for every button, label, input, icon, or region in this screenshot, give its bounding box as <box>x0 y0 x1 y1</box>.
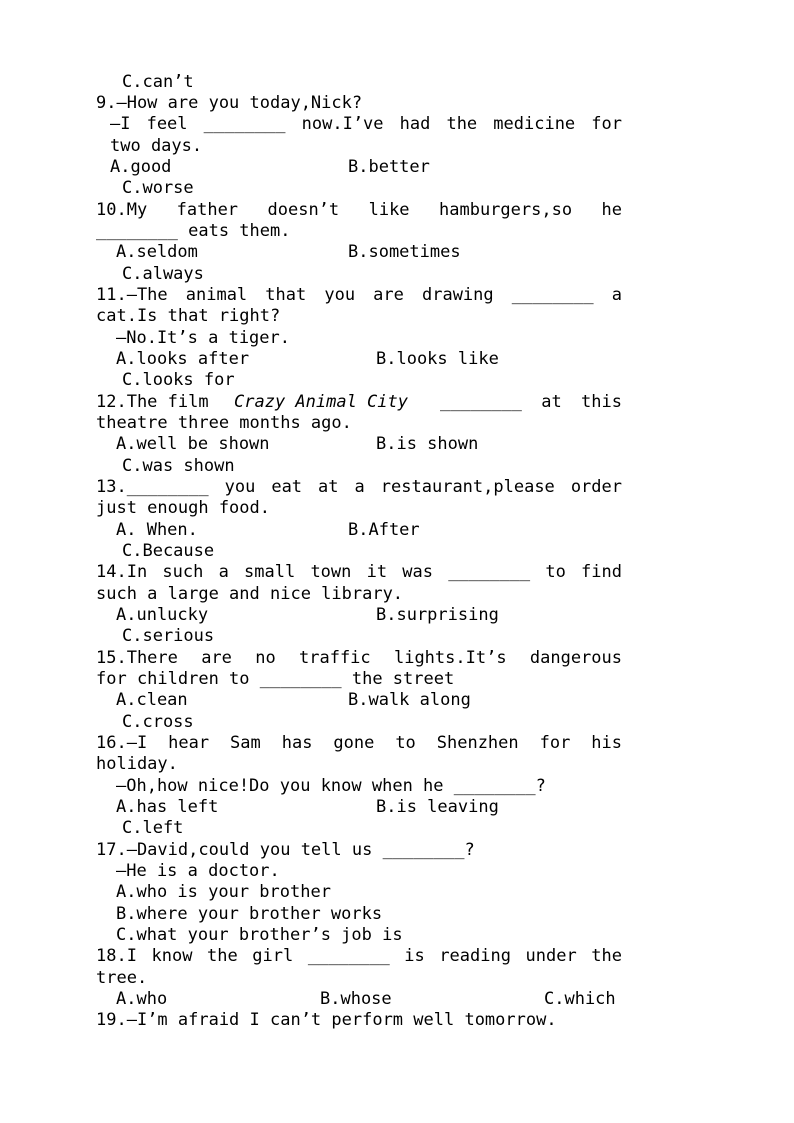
q11-question: 11.—The animal that you are drawing ________ a <box>96 285 622 305</box>
q16-option-b: B.is leaving <box>376 797 499 817</box>
q17-question: 17.—David,could you tell us ________? <box>96 840 475 860</box>
q18-option-a: A.who <box>116 989 168 1009</box>
q12-film-title: Crazy Animal City <box>234 392 408 412</box>
q18-question-line-2: tree. <box>96 968 148 988</box>
q12-question-start: 12.The film <box>96 392 209 412</box>
q15-option-a: A.clean <box>116 690 188 710</box>
q14-option-c: C.serious <box>122 626 215 646</box>
q10-question: 10.My father doesn’t like hamburgers,so he <box>96 200 622 220</box>
q17-option-a: A.who is your brother <box>116 882 331 902</box>
q11-question-line-2: cat.Is that right? <box>96 306 281 326</box>
q12-option-c: C.was shown <box>122 456 235 476</box>
q10-option-a: A.seldom <box>116 242 198 262</box>
q11-option-b: B.looks like <box>376 349 499 369</box>
q18-option-c: C.which <box>544 989 616 1009</box>
q9-option-b: B.better <box>348 157 430 177</box>
q14-question-line-2: such a large and nice library. <box>96 584 404 604</box>
q13-option-b: B.After <box>348 520 420 540</box>
q16-option-c: C.left <box>122 818 184 838</box>
q12-option-b: B.is shown <box>376 434 479 454</box>
q17-option-c: C.what your brother’s job is <box>116 925 403 945</box>
q16-question: 16.—I hear Sam has gone to Shenzhen for his <box>96 733 622 753</box>
q14-option-b: B.surprising <box>376 605 499 625</box>
q16-reply: —Oh,how nice!Do you know when he ________? <box>116 776 546 796</box>
q18-option-b: B.whose <box>320 989 392 1009</box>
q13-question: 13.________ you eat at a restaurant,please order <box>96 477 622 497</box>
q12-question-line-2: theatre three months ago. <box>96 413 352 433</box>
q10-question-line-2: ________ eats them. <box>96 221 291 241</box>
q12-question-end: ________ at this <box>440 392 622 412</box>
q11-reply: —No.It’s a tiger. <box>116 328 290 348</box>
q16-question-line-2: holiday. <box>96 754 178 774</box>
q11-option-c: C.looks for <box>122 370 235 390</box>
q10-option-c: C.always <box>122 264 204 284</box>
q16-option-a: A.has left <box>116 797 219 817</box>
q15-question-line-2: for children to ________ the street <box>96 669 455 689</box>
q15-question: 15.There are no traffic lights.It’s dangerous <box>96 648 622 668</box>
q9-question: 9.—How are you today,Nick? <box>96 93 363 113</box>
q12-option-a: A.well be shown <box>116 434 270 454</box>
q9-answer-line-2: two days. <box>110 136 203 156</box>
q14-option-a: A.unlucky <box>116 605 209 625</box>
q13-option-c: C.Because <box>122 541 215 561</box>
q14-question: 14.In such a small town it was ________ to find <box>96 562 622 582</box>
q18-question: 18.I know the girl ________ is reading under the <box>96 946 622 966</box>
q8-option-c: C.can’t <box>122 72 194 92</box>
q9-option-c: C.worse <box>122 178 194 198</box>
q13-option-a: A. When. <box>116 520 198 540</box>
q15-option-b: B.walk along <box>348 690 471 710</box>
q10-option-b: B.sometimes <box>348 242 461 262</box>
q9-option-a: A.good <box>110 157 172 177</box>
q17-reply: —He is a doctor. <box>116 861 280 881</box>
q13-question-line-2: just enough food. <box>96 498 270 518</box>
q9-answer-line: —I feel ________ now.I’ve had the medicine for <box>110 114 622 134</box>
q15-option-c: C.cross <box>122 712 194 732</box>
q19-question: 19.—I’m afraid I can’t perform well tomorrow. <box>96 1010 557 1030</box>
q17-option-b: B.where your brother works <box>116 904 383 924</box>
q11-option-a: A.looks after <box>116 349 250 369</box>
